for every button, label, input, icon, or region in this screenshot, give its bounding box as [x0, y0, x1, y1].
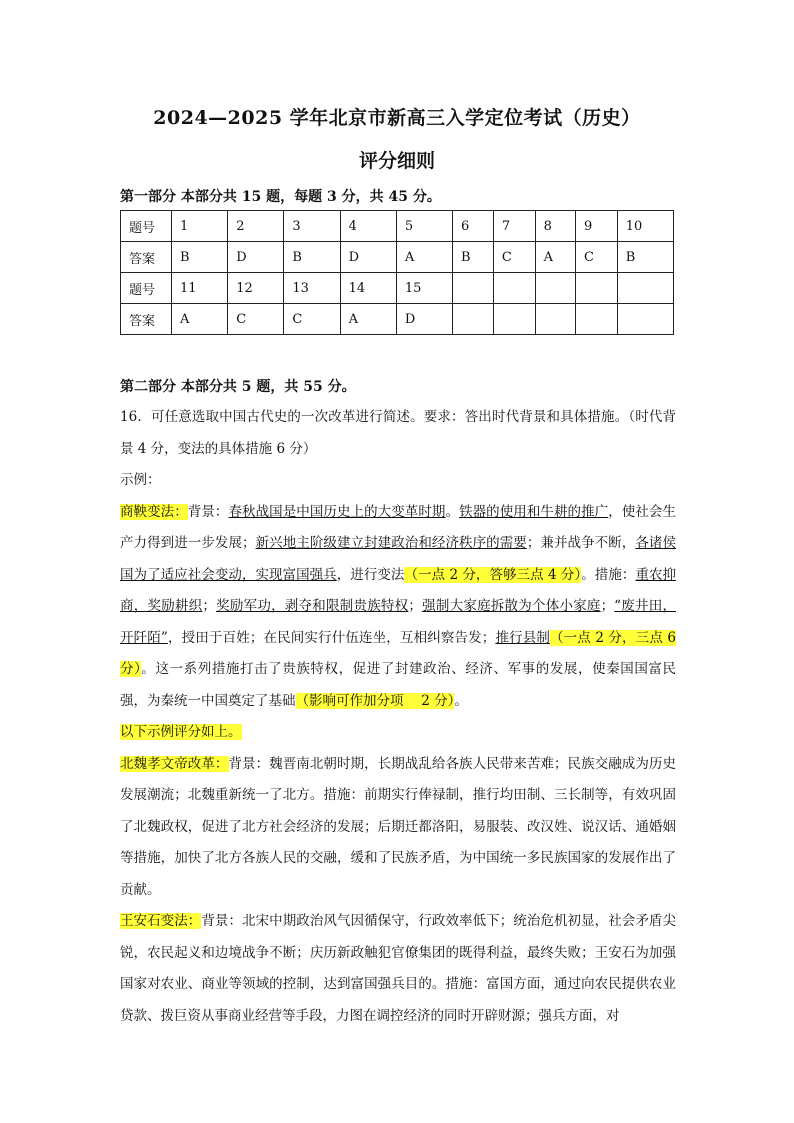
text-run: 。这一系列措施打击了贵族特权，促进了封建政治、经济、军事的发展，使秦国国富民强，为秦统一中国奠定了基础: [120, 661, 677, 709]
part2-heading: 第二部分 本部分共 5 题，共 55 分。: [120, 379, 356, 395]
table-cell: C: [228, 304, 284, 335]
scoring-note: （一点 2 分，答够三点 4 分）: [404, 566, 582, 583]
table-cell: [576, 273, 618, 304]
table-cell: D: [340, 242, 396, 273]
underlined-point: 奖励军功，剥夺和限制贵族特权: [215, 598, 409, 614]
table-cell: 1: [172, 211, 228, 242]
table-cell: [576, 304, 618, 335]
underlined-point: “废井田，开阡陌”: [120, 598, 677, 646]
table-cell: B: [617, 242, 673, 273]
table-cell: 答案: [121, 242, 172, 273]
table-cell: 10: [617, 211, 673, 242]
table-cell: 4: [340, 211, 396, 242]
text-run: 。措施：: [581, 566, 636, 583]
table-cell: [493, 304, 535, 335]
xiaowen-reform-label: 北魏孝文帝改革：: [120, 755, 229, 772]
table-cell: [617, 304, 673, 335]
table-cell: 11: [172, 273, 228, 304]
scoring-note-line: [120, 717, 676, 749]
scoring-note: （一点 2 分，三点 6 分）: [120, 629, 677, 677]
table-cell: B: [172, 242, 228, 273]
table-cell: A: [535, 242, 575, 273]
table-cell: [453, 304, 494, 335]
table-cell: 7: [493, 211, 535, 242]
underlined-point: 推行县制: [495, 629, 551, 646]
scoring-note: 以下示例评分如上。: [120, 724, 242, 740]
table-cell: B: [284, 242, 340, 273]
table-cell: 12: [228, 273, 284, 304]
scoring-note: （影响可作加分项 2 分）: [295, 692, 455, 709]
text-run: ，授田于百姓；在民间实行什伍连坐，互相纠察告发；: [167, 629, 496, 646]
shang-reform-label: 商鞅变法：: [120, 503, 188, 520]
text-run: 背景：北宋中期政治风气因循保守，行政效率低下；统治危机初显，社会矛盾尖锐，农民起义和边境战争不断；庆历新政触犯官僚集团的既得利益，最终失败；王安石为加强国家对农业、商业等领域的控制，达到富国强兵目的。措施：富国方面，通过向农民提供农业贷款、拨巨资从事商业经营等手段，力图在调控经济的同时开辟财源；强兵方面，对: [120, 913, 676, 1024]
text-run: 背景：魏晋南北朝时期，长期战乱给各族人民带来苦难；民族交融成为历史发展潮流；北魏重新统一了北方。措施：前期实行俸禄制，推行均田制、三长制等，有效巩固了北魏政权，促进了北方社会经济的发展；后期迁都洛阳，易服装、改汉姓、说汉话、通婚姻等措施，加快了北方各族人民的交融，缓和了民族矛盾，为中国统一多民族国家的发展作出了贡献。: [120, 755, 676, 898]
table-cell: [535, 273, 575, 304]
text-run: ，进行变法: [336, 566, 405, 583]
example-label: 示例：: [120, 472, 161, 488]
table-cell: A: [396, 242, 452, 273]
text-run: ；: [600, 598, 615, 614]
table-cell: C: [284, 304, 340, 335]
table-cell: [493, 273, 535, 304]
underlined-point: 新兴地主阶级建立封建政治和经济秩序的需要: [255, 535, 527, 551]
text-run: 。: [454, 692, 468, 709]
table-cell: [453, 273, 494, 304]
answer-table: [120, 210, 674, 335]
table-row: [121, 211, 674, 242]
table-cell: 3: [284, 211, 340, 242]
text-run: ；兼并战争不断，: [526, 535, 636, 551]
text-run: 背景：: [187, 503, 229, 520]
text-run: ，使社会生产力得到进一步发展；: [120, 503, 676, 551]
underlined-point: 各诸侯国为了适应社会变动，实现富国强兵: [120, 535, 676, 583]
table-cell: 15: [396, 273, 452, 304]
table-cell: 13: [284, 273, 340, 304]
table-row: [121, 273, 674, 304]
underlined-point: 重农抑商，奖励耕织: [120, 566, 677, 614]
part1-heading: 第一部分 本部分共 15 题，每题 3 分，共 45 分。: [120, 189, 441, 205]
table-cell: C: [493, 242, 535, 273]
page-subtitle: 评分细则: [358, 150, 435, 172]
wang-reform-label: 王安石变法：: [120, 913, 202, 929]
question-16: 16．可任意选取中国古代史的一次改革进行简述。要求：答出时代背景和具体措施。（时代背景 4 分，变法的具体措施 6 分）: [120, 409, 676, 457]
table-cell: 14: [340, 273, 396, 304]
table-cell: 9: [576, 211, 618, 242]
table-row: [121, 304, 674, 335]
table-cell: A: [340, 304, 396, 335]
text-run: 。: [445, 503, 460, 520]
table-cell: 8: [535, 211, 575, 242]
wang-reform-paragraph: [120, 906, 676, 1032]
table-cell: 题号: [121, 211, 172, 242]
table-cell: 答案: [121, 304, 172, 335]
table-cell: 2: [228, 211, 284, 242]
table-cell: A: [172, 304, 228, 335]
answer-body: [120, 402, 676, 1032]
table-cell: C: [576, 242, 618, 273]
table-cell: 5: [396, 211, 452, 242]
table-cell: 6: [453, 211, 494, 242]
text-run: ；: [408, 598, 422, 614]
underlined-point: 铁器的使用和牛耕的推广: [459, 503, 609, 520]
table-cell: D: [228, 242, 284, 273]
table-cell: B: [453, 242, 494, 273]
page-title: 2024—2025 学年北京市新高三入学定位考试（历史）: [153, 107, 641, 129]
table-cell: [617, 273, 673, 304]
shang-reform-paragraph: [120, 497, 676, 718]
underlined-point: 春秋战国是中国历史上的大变革时期: [228, 503, 446, 520]
text-run: ；: [202, 598, 216, 614]
table-cell: 题号: [121, 273, 172, 304]
table-row: [121, 242, 674, 273]
table-cell: [535, 304, 575, 335]
table-cell: D: [396, 304, 452, 335]
underlined-point: 强制大家庭拆散为个体小家庭: [421, 598, 601, 614]
xiaowen-reform-paragraph: [120, 749, 676, 907]
